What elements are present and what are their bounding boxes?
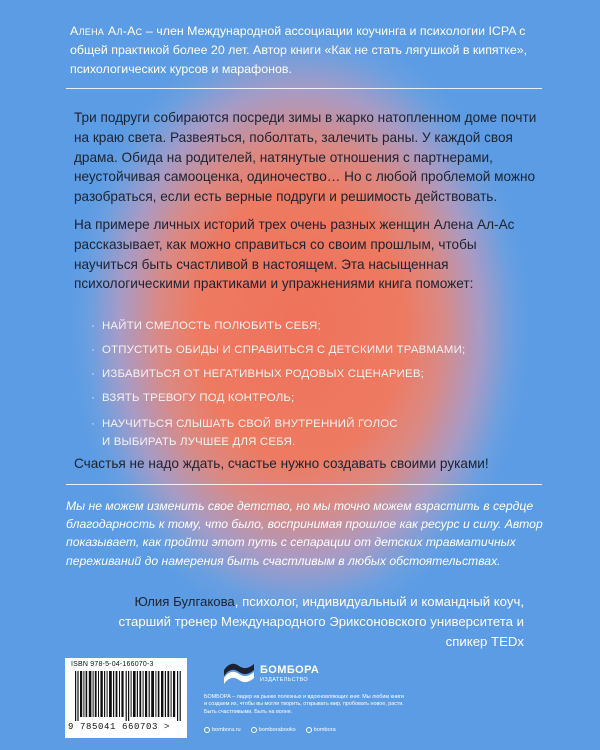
list-item: · ОТПУСТИТЬ ОБИДЫ И СПРАВИТЬСЯ С ДЕТСКИМИ ТРАВМАМИ; <box>91 344 466 356</box>
middle-divider <box>66 484 542 485</box>
bullet-marker: · <box>91 344 95 356</box>
vk-icon <box>251 727 257 733</box>
publisher-logo <box>222 656 332 696</box>
bullet-marker: · <box>91 368 95 380</box>
list-item: · ИЗБАВИТЬСЯ ОТ НЕГАТИВНЫХ РОДОВЫХ СЦЕНАРИЕВ; <box>91 368 424 380</box>
list-item: · НАЙТИ СМЕЛОСТЬ ПОЛЮБИТЬ СЕБЯ; <box>91 320 321 332</box>
publisher-social-links <box>204 727 336 733</box>
quote-author-name: Юлия Булгакова <box>134 594 235 609</box>
bombora-wave-icon <box>222 656 256 690</box>
quote-author-title: , психолог, индивидуальный и командный коуч, старший тренер Международного Эриксоновского университета и спикер TEDx <box>118 594 524 649</box>
barcode-icon <box>75 671 181 721</box>
quote-attribution <box>84 592 524 652</box>
description-paragraph-2: На примере личных историй трех очень разных женщин Алена Ал-Ас рассказывает, как можно справиться со своим прошлым, чтобы научиться быть счастливой в настоящем. Эта насыщенная психологическими практиками и упражнениями книга поможет: <box>74 217 515 292</box>
author-bio-text: – член Международной ассоциации коучинга и психологии ICPA с общей практикой более 20 лет. Автор книги «Как не стать лягушкой в кипятке», психологических курсов и марафонов. <box>70 24 528 76</box>
vk-link[interactable]: bomborabooks <box>251 727 296 733</box>
telegram-icon <box>306 727 312 733</box>
isbn-number: ISBN 978-5-04-166070-3 <box>71 661 154 668</box>
description-paragraph-1: Три подруги собираются посреди зимы в жарко натопленном доме почти на краю света. Развеяться, поболтать, залечить раны. У каждой своя драма. Обида на родителей, натянутые отношения с партнерами, неустойчивая самооценка, одиночество… Но с любой проблемой можно разобраться, если есть верные подруги и решимость действовать. <box>74 110 537 205</box>
isbn-barcode <box>65 658 187 738</box>
telegram-link[interactable]: bombora <box>306 727 336 733</box>
top-divider <box>66 88 542 89</box>
author-name-caps: Алена Ал-Ас <box>70 24 143 38</box>
benefits-list <box>91 319 531 460</box>
author-bio <box>70 22 540 79</box>
barcode-digits: 9 785041 660703 > <box>68 722 171 732</box>
globe-icon <box>204 727 210 733</box>
bullet-marker: · <box>91 392 95 404</box>
closing-line: Счастья не надо ждать, счастье нужно создавать своими руками! <box>74 456 489 471</box>
list-item: · ВЗЯТЬ ТРЕВОГУ ПОД КОНТРОЛЬ; <box>91 392 295 404</box>
publisher-description: БОМБОРА – лидер на рынке полезных и вдохновляющих книг. Мы любим книги и создаем их, чтобы вы могли творить, открывать мир, пробовать новое, расти. Быть счастливыми. Быть на волне. <box>204 694 404 715</box>
publisher-subtitle: ИЗДАТЕЛЬСТВО <box>260 677 309 683</box>
endorsement-quote: Мы не можем изменить свое детство, но мы точно можем взрастить в сердце благодарность к тому, что было, воспринимая прошлое как ресурс и силу. Автор показывает, как пройти этот путь с сепарации от детских травматичных переживаний до намерения быть счастливым в любых обстоятельствах. <box>66 499 543 568</box>
publisher-brand: БОМБОРА <box>260 664 320 676</box>
list-item: · НАУЧИТЬСЯ СЛЫШАТЬ СВОЙ ВНУТРЕННИЙ ГОЛОС И ВЫБИРАТЬ ЛУЧШЕЕ ДЛЯ СЕБЯ. <box>91 415 531 451</box>
bullet-marker: · <box>91 418 95 430</box>
website-link[interactable]: bombora.ru <box>204 727 241 733</box>
bullet-marker: · <box>91 320 95 332</box>
